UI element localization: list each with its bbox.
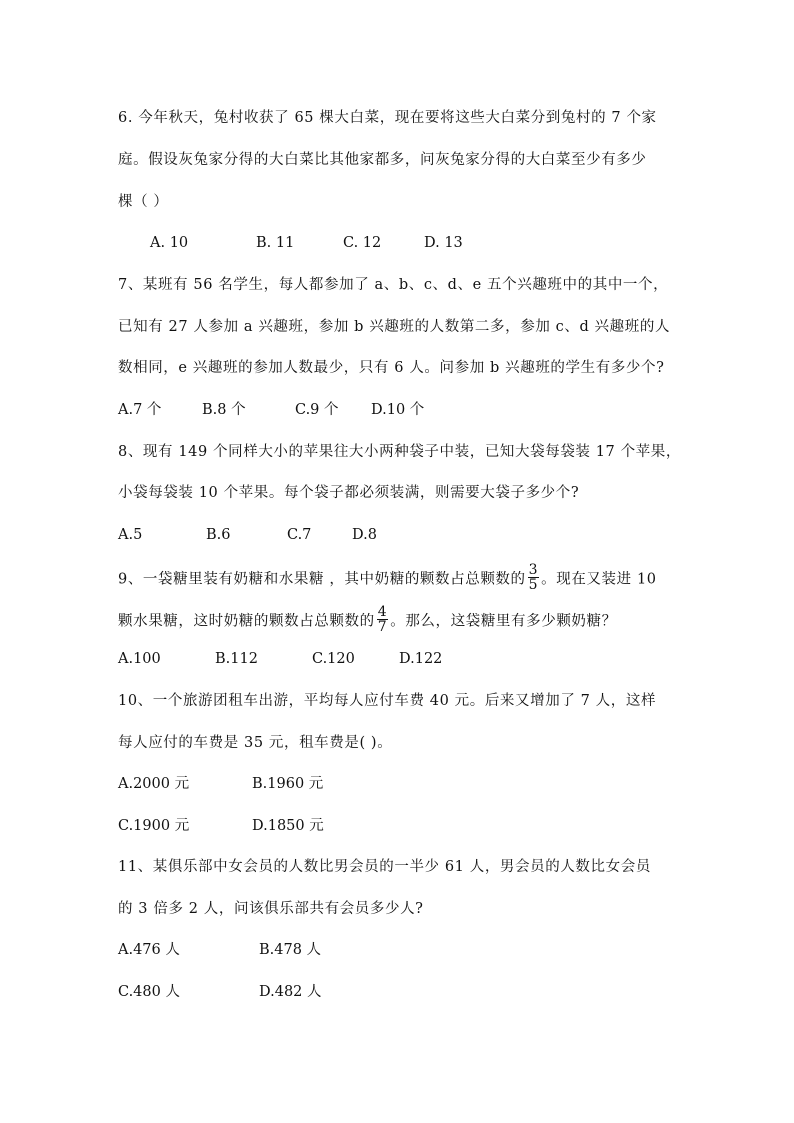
q8-option-a: A.5 — [118, 527, 143, 543]
q10-option-d: D.1850 元 — [252, 818, 324, 834]
q9-line-2-prefix: 颗水果糖，这时奶糖的颗数占总颗数的 — [118, 613, 375, 630]
q6-option-c: C. 12 — [343, 235, 382, 251]
q6-text-line-3: 棵（ ） — [118, 194, 169, 210]
q10-option-a: A.2000 元 — [118, 776, 190, 792]
fraction-denominator: 7 — [377, 619, 388, 635]
q9-text-line-1 — [118, 562, 678, 594]
q9-text-line-2 — [118, 604, 678, 636]
q8-option-c: C.7 — [287, 527, 312, 543]
q9-line-1-suffix: 。现在又装进 10 — [541, 571, 657, 588]
q10-option-c: C.1900 元 — [118, 818, 190, 834]
q6-text-line-1: 6. 今年秋天，兔村收获了 65 棵大白菜，现在要将这些大白菜分到兔村的 7 个家 — [118, 110, 657, 126]
q6-option-d: D. 13 — [424, 235, 463, 251]
q7-text-line-3: 数相同，e 兴趣班的参加人数最少，只有 6 人。问参加 b 兴趣班的学生有多少个? — [118, 360, 665, 376]
q8-option-b: B.6 — [206, 527, 231, 543]
q7-text-line-1: 7、某班有 56 名学生，每人都参加了 a、b、c、d、e 五个兴趣班中的其中一个， — [118, 277, 669, 293]
q10-option-b: B.1960 元 — [252, 776, 324, 792]
fraction-denominator: 5 — [528, 577, 539, 593]
q11-text-line-2: 的 3 倍多 2 人，问该俱乐部共有会员多少人? — [118, 901, 424, 917]
fraction-four-sevenths — [377, 605, 389, 634]
q9-line-2-suffix: 。那么，这袋糖里有多少颗奶糖？ — [390, 613, 617, 630]
q7-option-d: D.10 个 — [371, 402, 425, 418]
q11-option-d: D.482 人 — [259, 984, 322, 1000]
q10-text-line-1: 10、一个旅游团租车出游，平均每人应付车费 40 元。后来又增加了 7 人，这样 — [118, 693, 657, 709]
q6-option-a: A. 10 — [150, 235, 189, 251]
q8-text-line-1: 8、现有 149 个同样大小的苹果往大小两种袋子中装，已知大袋每袋装 17 个苹果， — [118, 444, 681, 460]
q9-option-a: A.100 — [118, 651, 161, 667]
fraction-numerator: 4 — [377, 604, 388, 620]
q6-option-b: B. 11 — [256, 235, 295, 251]
q11-option-b: B.478 人 — [259, 942, 322, 958]
q7-option-a: A.7 个 — [118, 402, 162, 418]
q9-option-b: B.112 — [215, 651, 258, 667]
q8-text-line-2: 小袋每袋装 10 个苹果。每个袋子都必须装满，则需要大袋子多少个? — [118, 485, 580, 501]
fraction-numerator: 3 — [528, 562, 539, 578]
q11-option-c: C.480 人 — [118, 984, 180, 1000]
q11-text-line-1: 11、某俱乐部中女会员的人数比男会员的一半少 61 人，男会员的人数比女会员 — [118, 859, 651, 875]
q9-option-d: D.122 — [399, 651, 443, 667]
q7-option-c: C.9 个 — [295, 402, 339, 418]
q8-option-d: D.8 — [352, 527, 377, 543]
fraction-three-fifths — [528, 563, 540, 592]
q9-option-c: C.120 — [312, 651, 355, 667]
q9-line-1-prefix: 9、一袋糖里装有奶糖和水果糖 ，其中奶糖的颗数占总颗数的 — [118, 571, 526, 588]
q11-option-a: A.476 人 — [118, 942, 180, 958]
q7-option-b: B.8 个 — [202, 402, 246, 418]
q7-text-line-2: 已知有 27 人参加 a 兴趣班，参加 b 兴趣班的人数第二多，参加 c、d 兴趣班的人 — [118, 319, 671, 335]
q6-text-line-2: 庭。假设灰兔家分得的大白菜比其他家都多，问灰兔家分得的大白菜至少有多少 — [118, 152, 647, 168]
q10-text-line-2: 每人应付的车费是 35 元，租车费是( )。 — [118, 735, 393, 751]
